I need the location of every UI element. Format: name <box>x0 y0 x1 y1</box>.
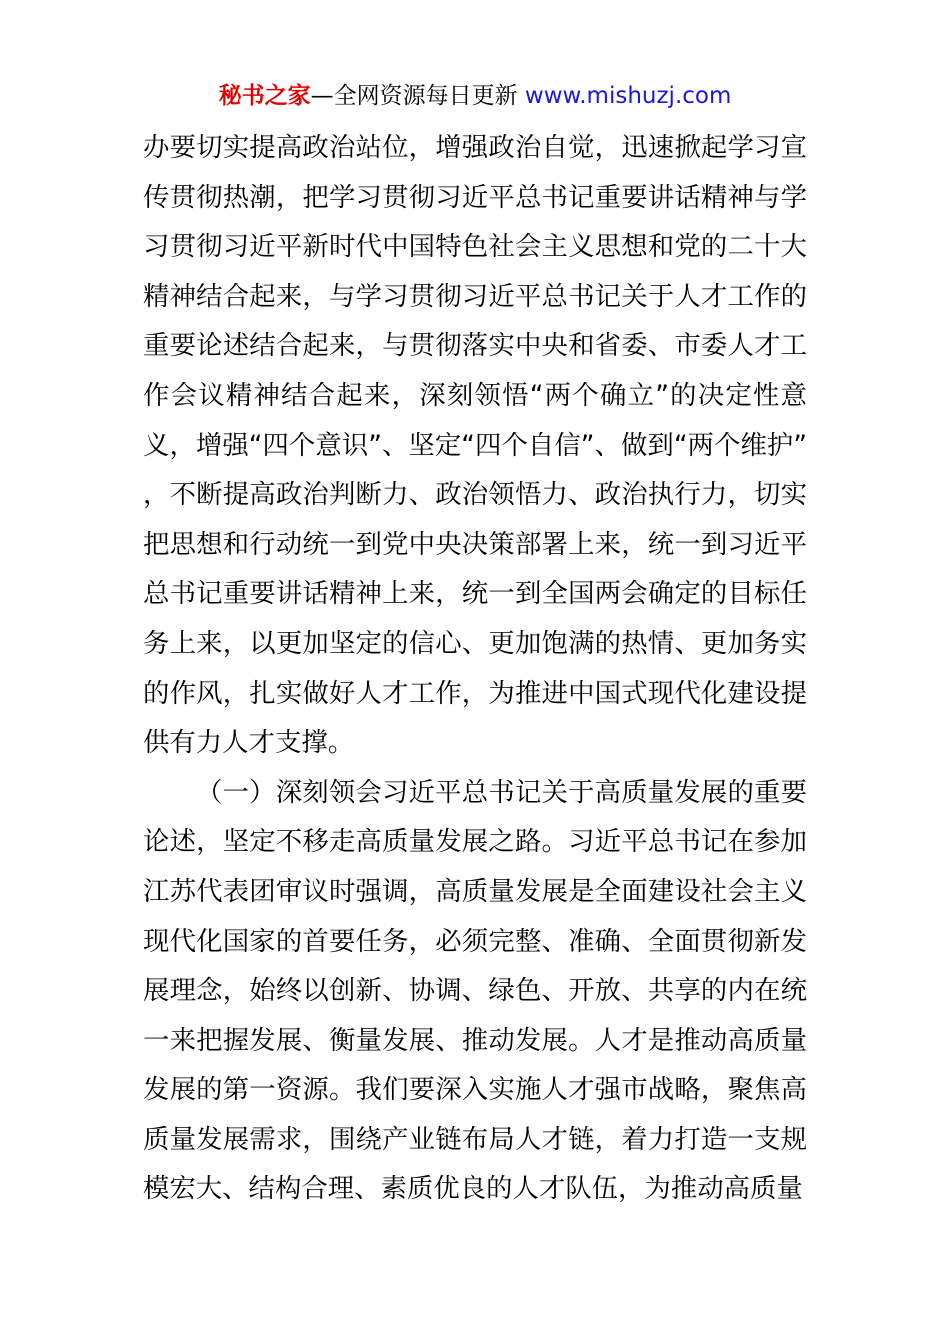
header-url-link[interactable]: www.mishuzj.com <box>524 83 732 109</box>
document-body <box>143 123 807 1214</box>
page-header <box>0 80 950 112</box>
header-tagline: —全网资源每日更新 <box>310 83 518 109</box>
paragraph-section-one: （一）深刻领会习近平总书记关于高质量发展的重要论述，坚定不移走高质量发展之路。习近平总书记在参加江苏代表团审议时强调，高质量发展是全面建设社会主义现代化国家的首要任务，必须完整、准确、全面贯彻新发展理念，始终以创新、协调、绿色、开放、共享的内在统一来把握发展、衡量发展、推动发展。人才是推动高质量发展的第一资源。我们要深入实施人才强市战略，聚焦高质量发展需求，围绕产业链布局人才链，着力打造一支规模宏大、结构合理、素质优良的人才队伍，为推动高质量 <box>143 776 807 1205</box>
paragraph-continuation: 办要切实提高政治站位，增强政治自觉，迅速掀起学习宣传贯彻热潮，把学习贯彻习近平总书记重要讲话精神与学习贯彻习近平新时代中国特色社会主义思想和党的二十大精神结合起来，与学习贯彻习近平总书记关于人才工作的重要论述结合起来，与贯彻落实中央和省委、市委人才工作会议精神结合起来，深刻领悟“两个确立”的决定性意义，增强“四个意识”、坚定“四个自信”、做到“两个维护” ，不断提高政治判断力、政治领悟力、政治执行力，切实把思想和行动统一到党中央决策部署上来，统一到习近平总书记重要讲话精神上来，统一到全国两会确定的目标任务上来，以更加坚定的信心、更加饱满的热情、更加务实的作风，扎实做好人才工作，为推进中国式现代化建设提供有力人才支撑。 <box>143 132 807 759</box>
brand-name: 秘书之家 <box>218 83 311 109</box>
